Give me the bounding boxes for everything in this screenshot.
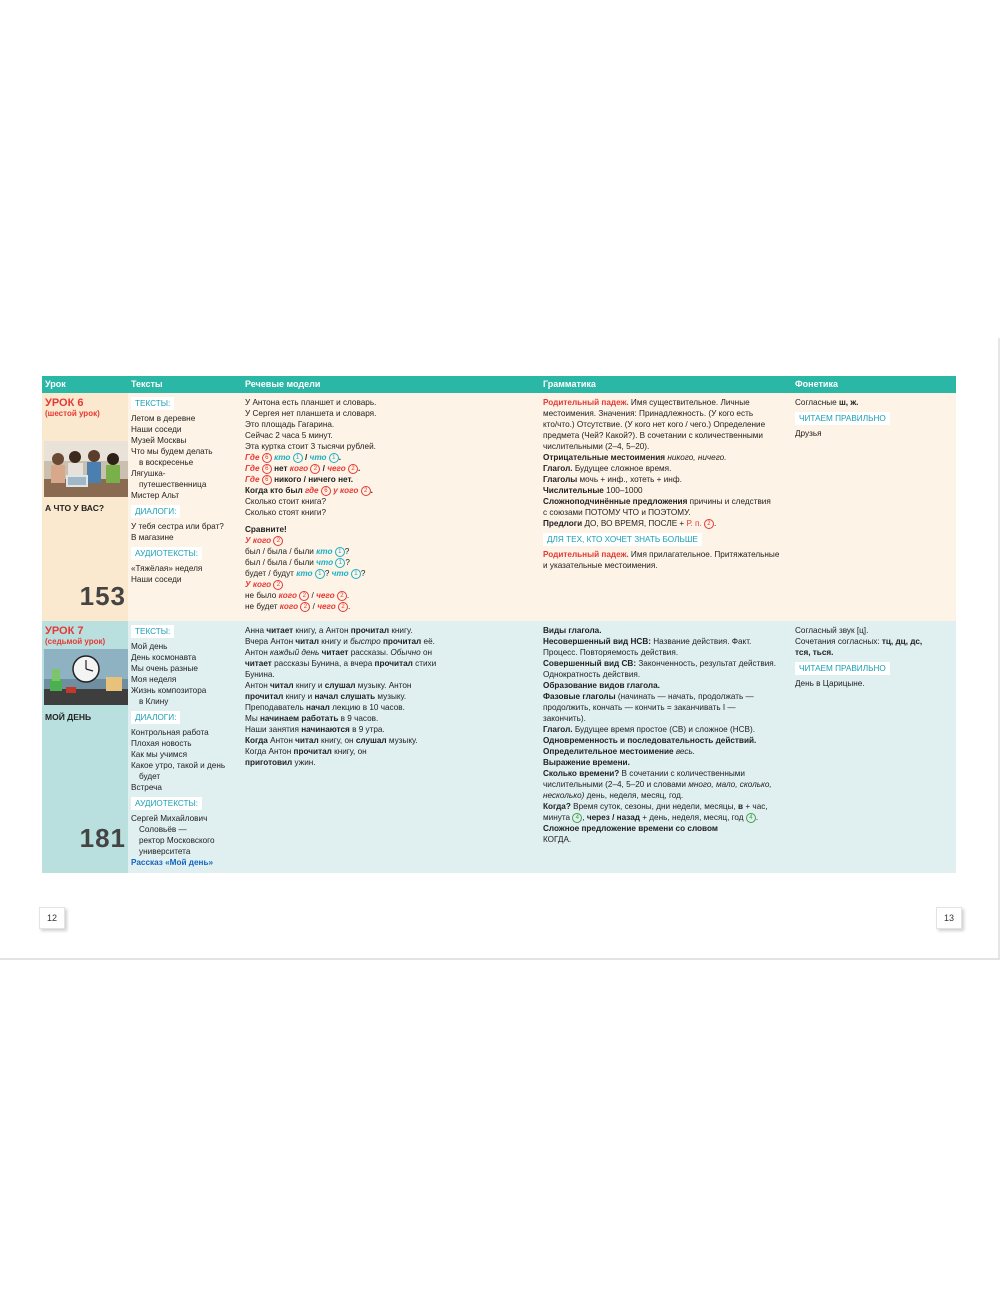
case-circle: 4 (572, 813, 582, 823)
grammar-text: никого, ничего. (667, 453, 727, 462)
speech-word: кого (279, 602, 299, 611)
lesson-6-speech-models (242, 393, 540, 621)
grammar-term: Предлоги (543, 519, 583, 528)
story-link[interactable]: Рассказ «Мой день» (131, 858, 214, 867)
lesson-7-info (42, 621, 128, 873)
grammar-text: мочь + инф., хотеть + инф. (577, 475, 682, 484)
text-item: Что мы будем делать (131, 447, 213, 456)
phonetics-text: Согласные (795, 398, 837, 407)
grammar-text: Будущее сложное время. (572, 464, 672, 473)
grammar-line: Совершенный вид СВ: Законченность, результат действия. (543, 659, 776, 668)
speech-word: кто (316, 547, 333, 556)
lesson-7-phonetics (792, 621, 956, 873)
speech-line (245, 579, 537, 590)
audio-item: ректор Московского (139, 836, 215, 845)
speech-word: никого / ничего нет. (274, 475, 354, 484)
grammar-line (543, 549, 789, 560)
lesson-7-texts (128, 621, 242, 873)
text-item: Жизнь композитора (131, 686, 207, 695)
texts-label: ТЕКСТЫ: (131, 397, 174, 410)
grammar-text: ДО, ВО ВРЕМЯ, ПОСЛЕ + (582, 519, 687, 528)
speech-word: что (309, 453, 327, 462)
speech-line: Когда Антон читал книгу, он слушал музыку. (245, 736, 418, 745)
grammar-line: Фазовые глаголы (начинать — начать, продолжать — (543, 692, 754, 701)
compare-heading: Сравните! (245, 525, 287, 534)
speech-line: Вчера Антон читал книгу и быстро прочитал её. (245, 637, 435, 646)
lesson-6-row (42, 393, 956, 621)
speech-line: Когда Антон прочитал книгу, он (245, 747, 367, 756)
speech-line: Эта куртка стоит 3 тысячи рублей. (245, 442, 376, 451)
speech-line: читает рассказы Бунина, а вчера прочитал стихи (245, 659, 437, 668)
lesson-7-name: МОЙ ДЕНЬ (45, 712, 92, 722)
extra-section-label: ДЛЯ ТЕХ, КТО ХОЧЕТ ЗНАТЬ БОЛЬШЕ (543, 533, 702, 546)
speech-word: будет / будут (245, 569, 294, 578)
grammar-line: местоимения. Значения: Принадлежность. (У кого есть (543, 409, 754, 418)
grammar-line: числительными (2–4, 5–20). (543, 442, 650, 451)
case-circle: 2 (273, 580, 283, 590)
grammar-term: Р. п. (686, 519, 702, 528)
grammar-term: Родительный падеж. (543, 398, 629, 407)
grammar-term: Числительные (543, 486, 604, 495)
speech-line: приготовил ужин. (245, 758, 316, 767)
speech-line: Где 6 нет кого 2 / чего 2 . (245, 464, 361, 473)
lesson-7-title[interactable]: УРОК 7 (45, 625, 84, 637)
grammar-line: закончить). (543, 714, 586, 723)
speech-line: Бунина. (245, 670, 275, 679)
grammar-line: Предлоги ДО, ВО ВРЕМЯ, ПОСЛЕ + Р. п. 2 . (543, 519, 717, 528)
speech-line (245, 535, 537, 546)
page-bottom-edge (0, 958, 1000, 960)
grammar-text: 100–1000 (603, 486, 643, 495)
case-circle: 6 (262, 453, 272, 463)
header-texts: Тексты (131, 379, 163, 389)
grammar-line: числительными (2–4, 5–20 и словами много, мало, сколько, (543, 780, 772, 789)
case-circle: 1 (351, 569, 361, 579)
speech-word: Где (245, 464, 260, 473)
phonetics-line: Согласный звук [ц]. (795, 626, 869, 635)
case-circle: 6 (321, 486, 331, 496)
grammar-text: Имя прилагательное. Притяжательные (628, 550, 780, 559)
audio-label: АУДИОТЕКСТЫ: (131, 547, 202, 560)
grammar-line (543, 474, 789, 485)
grammar-line: Сложное предложение времени со словом (543, 824, 718, 833)
grammar-line: Глагол. Будущее время простое (СВ) и сложное (НСВ). (543, 725, 756, 734)
grammar-line: и указательные местоимения. (543, 561, 658, 570)
speech-word: нет (274, 464, 288, 473)
dialog-item: У тебя сестра или брат? (131, 522, 224, 531)
read-correctly-label: ЧИТАЕМ ПРАВИЛЬНО (795, 662, 890, 675)
text-item: Наши соседи (131, 425, 182, 434)
grammar-line: Когда? Время суток, сезоны, дни недели, месяцы, в + час, (543, 802, 768, 811)
text-item: Музей Москвы (131, 436, 187, 445)
lesson-7-subtitle: (седьмой урок) (45, 637, 106, 646)
texts-label: ТЕКСТЫ: (131, 625, 174, 638)
audio-item: «Тяжёлая» неделя (131, 564, 203, 573)
speech-word: был / была / были (245, 558, 314, 567)
grammar-line: Виды глагола. (543, 626, 602, 635)
speech-line: Сейчас 2 часа 5 минут. (245, 431, 333, 440)
speech-line: был / была / были кто 1 ? (245, 547, 350, 556)
grammar-line (543, 463, 789, 474)
text-item: Мистер Альт (131, 491, 180, 500)
read-correctly-label: ЧИТАЕМ ПРАВИЛЬНО (795, 412, 890, 425)
case-circle: 2 (704, 519, 714, 529)
case-circle: 2 (348, 464, 358, 474)
speech-line: Анна читает книгу, а Антон прочитал книгу. (245, 626, 413, 635)
lesson-6-photo (44, 441, 128, 497)
speech-word: кто (296, 569, 313, 578)
speech-word: что (331, 569, 349, 578)
case-circle: 4 (746, 813, 756, 823)
grammar-text: Имя существительное. Личные (628, 398, 750, 407)
phonetics-line: Друзья (795, 429, 822, 438)
speech-word: чего (317, 602, 336, 611)
grammar-line: КОГДА. (543, 835, 572, 844)
dialog-item: Плохая новость (131, 739, 192, 748)
lesson-7-grammar (540, 621, 792, 873)
grammar-line: Выражение времени. (543, 758, 630, 767)
case-circle: 1 (335, 558, 345, 568)
grammar-line (543, 452, 789, 463)
grammar-term: Глагол. (543, 464, 573, 473)
speech-line: Мы начинаем работать в 9 часов. (245, 714, 379, 723)
case-circle: 2 (337, 591, 347, 601)
audio-item: Сергей Михайлович (131, 814, 208, 823)
dialogs-label: ДИАЛОГИ: (131, 711, 180, 724)
page-number-left: 12 (39, 907, 65, 929)
header-grammar: Грамматика (543, 379, 596, 389)
grammar-line: несколько) день, неделя, месяц, год. (543, 791, 684, 800)
dialog-item: Встреча (131, 783, 162, 792)
speech-word: чего (316, 591, 335, 600)
speech-line: У Антона есть планшет и словарь. (245, 398, 377, 407)
dialog-item: В магазине (131, 533, 174, 542)
grammar-term: Глаголы (543, 475, 578, 484)
grammar-line: Однократность действия. (543, 670, 641, 679)
grammar-line (543, 496, 789, 507)
speech-word: Где (245, 475, 260, 484)
lesson-7-photo (44, 649, 128, 705)
case-circle: 2 (310, 464, 320, 474)
contents-table (42, 376, 956, 873)
lesson-6-grammar (540, 393, 792, 621)
lesson-7-speech-models (242, 621, 540, 873)
grammar-line: Процесс. Повторяемость действия. (543, 648, 679, 657)
grammar-line: с союзами ПОТОМУ ЧТО и ПОЭТОМУ. (543, 508, 691, 517)
speech-word: где (304, 486, 319, 495)
grammar-line (543, 485, 789, 496)
audio-item: Наши соседи (131, 575, 182, 584)
case-circle: 2 (361, 486, 371, 496)
grammar-term: Отрицательные местоимения (543, 453, 666, 462)
lesson-6-page-number[interactable]: 153 (79, 581, 126, 611)
phonetics-line (795, 397, 953, 408)
case-circle: 2 (273, 536, 283, 546)
speech-line: будет / будут кто 1 ? что 1 ? (245, 569, 366, 578)
speech-word: у кого (333, 486, 359, 495)
case-circle: 2 (338, 602, 348, 612)
grammar-line (543, 397, 789, 408)
speech-line: Когда кто был где 6 у кого 2 . (245, 486, 373, 495)
speech-word: чего (327, 464, 346, 473)
text-item: Моя неделя (131, 675, 177, 684)
lesson-6-phonetics (792, 393, 956, 621)
lesson-6-title[interactable]: УРОК 6 (45, 397, 84, 409)
speech-line: Наши занятия начинаются в 9 утра. (245, 725, 385, 734)
speech-line: Где 6 кто 1 / что 1 . (245, 453, 342, 462)
case-circle: 2 (299, 591, 309, 601)
speech-line: У Сергея нет планшета и словаря. (245, 409, 377, 418)
phonetics-sounds: ш, ж. (838, 398, 859, 407)
text-item: в Клину (139, 697, 169, 706)
speech-word: У кого (245, 580, 272, 589)
case-circle: 1 (293, 453, 303, 463)
grammar-line: Определительное местоимение весь. (543, 747, 696, 756)
dialog-item: Как мы учимся (131, 750, 188, 759)
table-header (42, 376, 956, 393)
grammar-line: Несовершенный вид НСВ: Название действия. Факт. (543, 637, 752, 646)
case-circle: 2 (300, 602, 310, 612)
lesson-6-subtitle: (шестой урок) (45, 409, 100, 418)
lesson-6-texts (128, 393, 242, 621)
speech-line: не будет кого 2 / чего 2 . (245, 602, 351, 611)
grammar-line: Образование видов глагола. (543, 681, 660, 690)
text-item: путешественница (139, 480, 207, 489)
phonetics-line: тся, ться. (795, 648, 834, 657)
header-phonetics: Фонетика (795, 379, 838, 389)
phonetics-line: День в Царицыне. (795, 679, 865, 688)
speech-line: Антон читал книгу и слушал музыку. Антон (245, 681, 412, 690)
case-circle: 1 (335, 547, 345, 557)
speech-line: Антон каждый день читает рассказы. Обычно он (245, 648, 433, 657)
case-circle: 6 (262, 475, 272, 485)
grammar-line: продолжить, кончать — кончить = заканчивать I — (543, 703, 736, 712)
text-item: Мой день (131, 642, 168, 651)
case-circle: 1 (315, 569, 325, 579)
audio-item: Соловьёв — (139, 825, 187, 834)
dialogs-label: ДИАЛОГИ: (131, 505, 180, 518)
text-item: Летом в деревне (131, 414, 196, 423)
speech-line: Преподаватель начал лекцию в 10 часов. (245, 703, 405, 712)
speech-line: Это площадь Гагарина. (245, 420, 335, 429)
lesson-6-name: А ЧТО У ВАС? (45, 503, 105, 513)
grammar-term: Родительный падеж. (543, 550, 629, 559)
dialog-item: Контрольная работа (131, 728, 209, 737)
speech-word: не было (245, 591, 277, 600)
grammar-line: минута 4 , через / назад + день, неделя, месяц, год 4 . (543, 813, 759, 822)
case-circle: 6 (262, 464, 272, 474)
speech-word: кто (274, 453, 291, 462)
audio-item: университета (139, 847, 191, 856)
case-circle: 1 (329, 453, 339, 463)
speech-line: был / была / были что 1 ? (245, 558, 350, 567)
dialog-item: Какое утро, такой и день (131, 761, 226, 770)
phonetics-line: Сочетания согласных: тц, дц, дс, (795, 637, 923, 646)
speech-word: не будет (245, 602, 278, 611)
speech-word: У кого (245, 536, 272, 545)
speech-word: Где (245, 453, 260, 462)
speech-word: кого (289, 464, 309, 473)
speech-word: кого (278, 591, 297, 600)
speech-word: Когда кто был (245, 486, 303, 495)
text-item: Мы очень разные (131, 664, 198, 673)
grammar-text: причины и следствия (687, 497, 771, 506)
lesson-7-page-number[interactable]: 181 (79, 823, 126, 853)
speech-line: не было кого 2 / чего 2 . (245, 591, 350, 600)
speech-line: Сколько стоит книга? (245, 497, 326, 506)
speech-line: Сколько стоят книги? (245, 508, 327, 517)
grammar-term: Сложноподчинённые предложения (543, 497, 688, 506)
grammar-line: предмета (Чей? Какой?). В сочетании с количественными (543, 431, 763, 440)
header-speech-models: Речевые модели (245, 379, 321, 389)
text-item: Лягушка- (131, 469, 166, 478)
text-item: в воскресенье (139, 458, 194, 467)
speech-line: прочитал книгу и начал слушать музыку. (245, 692, 407, 701)
speech-word: был / была / были (245, 547, 314, 556)
grammar-line: Одновременность и последовательность действий. (543, 736, 757, 745)
lesson-6-info (42, 393, 128, 621)
lesson-7-row (42, 621, 956, 873)
page-number-right: 13 (936, 907, 962, 929)
text-item: День космонавта (131, 653, 197, 662)
audio-label: АУДИОТЕКСТЫ: (131, 797, 202, 810)
dialog-item: будет (139, 772, 161, 781)
grammar-line: Сколько времени? В сочетании с количественными (543, 769, 745, 778)
speech-line (245, 474, 537, 485)
speech-word: что (316, 558, 334, 567)
header-lesson: Урок (45, 379, 66, 389)
grammar-line: кто/что.) Отсутствие. (У кого нет кого / чего.) Определение (543, 420, 766, 429)
